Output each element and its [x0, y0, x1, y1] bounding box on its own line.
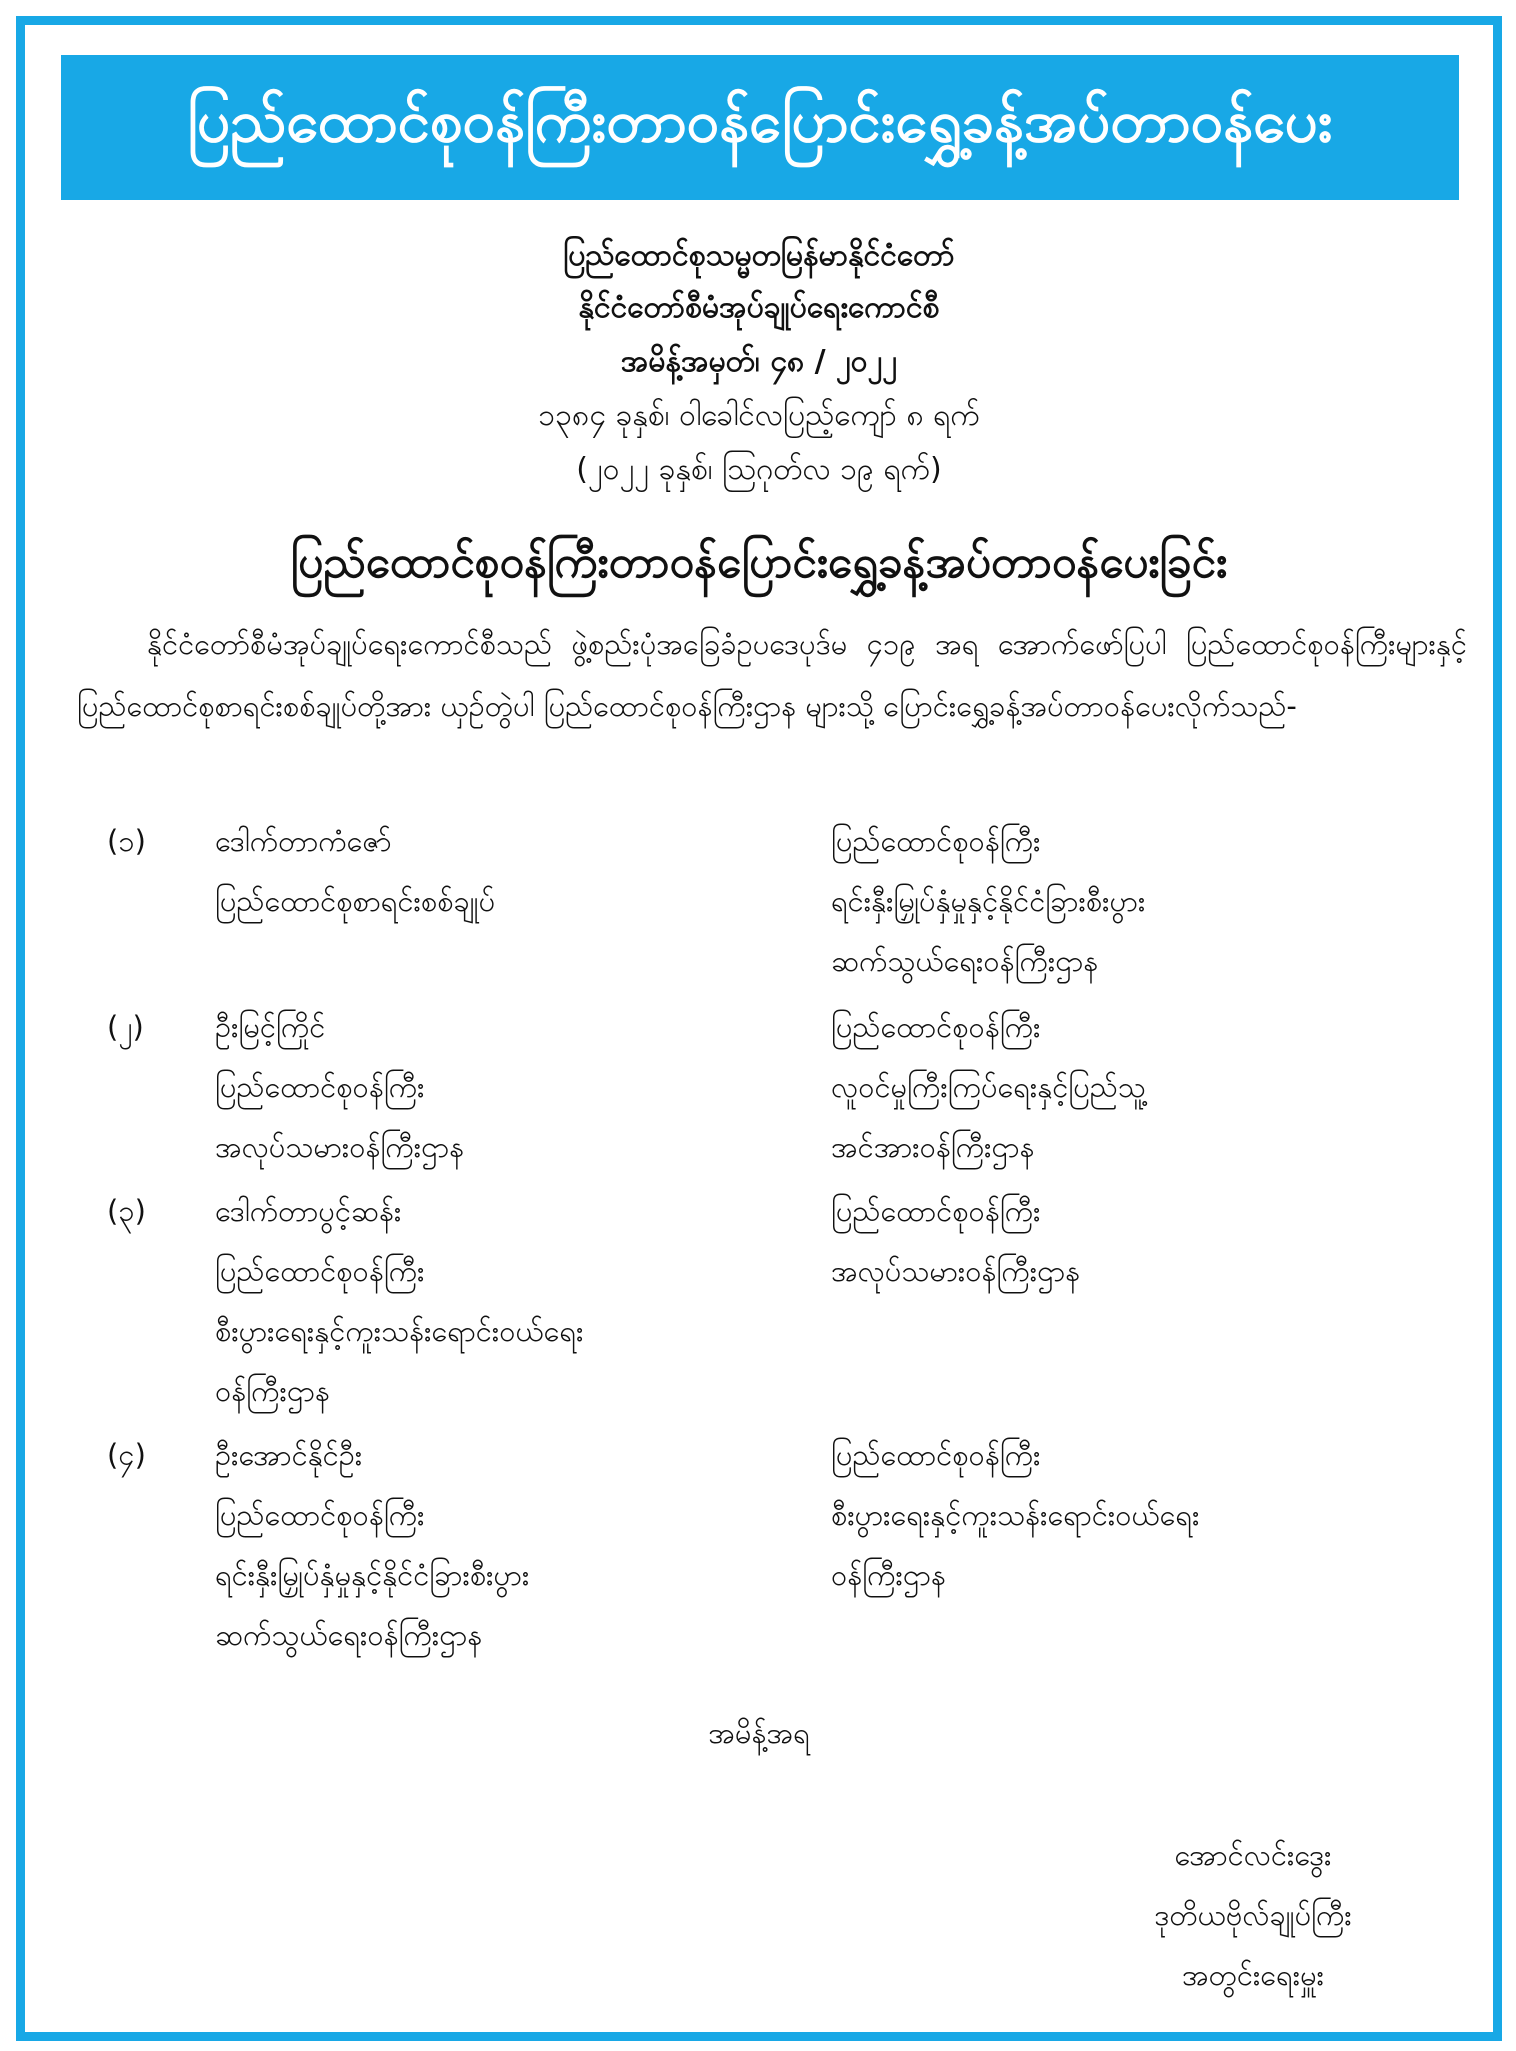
item-line: ဒေါက်တာကံဇော် [215, 824, 392, 858]
subject-heading: ပြည်ထောင်စုဝန်ကြီးတာဝန်ပြောင်းရွှေ့ခန့်အပ်တာဝန်ပေးခြင်း [290, 537, 1228, 588]
item-line: ဆက်သွယ်ရေးဝန်ကြီးဌာန [831, 944, 1099, 978]
item-current-position [215, 997, 775, 1177]
item-line: ပြည်ထောင်စုဝန်ကြီး [831, 1010, 1041, 1044]
signatory-name: အောင်လင်းဒွေး [1174, 1838, 1332, 1872]
item-new-position [831, 1181, 1451, 1301]
header-myanmar-date: ၁၃၈၄ ခုနှစ်၊ ဝါခေါင်လပြည့်ကျော် ၈ ရက် [538, 398, 980, 433]
header-gregorian-date: (၂၀၂၂ ခုနှစ်၊ ဩဂုတ်လ ၁၉ ရက်) [576, 452, 942, 487]
item-line: ရင်းနှီးမြှုပ်နှံမှုနှင့်နိုင်ငံခြားစီးပွား [831, 884, 1146, 918]
item-current-position [215, 1181, 775, 1421]
item-new-position [831, 997, 1451, 1177]
notice-frame [16, 16, 1502, 2041]
signatory-title: အတွင်းရေးမှူး [1182, 1958, 1324, 1992]
item-line: ပြည်ထောင်စုဝန်ကြီး [831, 1194, 1041, 1228]
item-line: စီးပွားရေးနှင့်ကူးသန်းရောင်းဝယ်ရေး [215, 1314, 584, 1348]
item-line: ဝန်ကြီးဌာန [215, 1374, 330, 1408]
item-line: ဦးမြင့်ကြိုင် [215, 1010, 326, 1044]
item-line: ပြည်ထောင်စုဝန်ကြီး [215, 1254, 425, 1288]
item-line: ပြည်ထောင်စုစာရင်းစစ်ချုပ် [215, 884, 496, 918]
item-line: ဦးအောင်နိုင်ဦး [215, 1438, 363, 1472]
header-country: ပြည်ထောင်စုသမ္မတမြန်မာနိုင်ငံတော် [563, 238, 955, 273]
item-number: (၄) [107, 1438, 146, 1472]
header-order-number: အမိန့်အမှတ်၊ ၄၈ / ၂၀၂၂ [620, 344, 898, 379]
signature-block [1073, 1825, 1433, 2005]
header-council: နိုင်ငံတော်စီမံအုပ်ချုပ်ရေးကောင်စီ [578, 290, 940, 325]
item-line: ရင်းနှီးမြှုပ်နှံမှုနှင့်နိုင်ငံခြားစီးပွား [215, 1558, 530, 1592]
item-number: (၂) [107, 1010, 144, 1044]
item-line: ဒေါက်တာပွင့်ဆန်း [215, 1194, 402, 1228]
item-line: ဝန်ကြီးဌာန [831, 1558, 946, 1592]
item-number: (၁) [107, 824, 146, 858]
item-line: ပြည်ထောင်စုဝန်ကြီး [831, 1438, 1041, 1472]
signatory-rank: ဒုတိယဗိုလ်ချုပ်ကြီး [1154, 1898, 1352, 1932]
banner-title: ပြည်ထောင်စုဝန်ကြီးတာဝန်ပြောင်းရွှေ့ခန့်အပ်တာဝန်ပေး [61, 55, 1459, 200]
body-paragraph: နိုင်ငံတော်စီမံအုပ်ချုပ်ရေးကောင်စီသည် ဖွဲ့စည်းပုံအခြေခံဥပဒေပုဒ်မ ၄၁၉ အရ အောက်ဖော်ပြပါ ပြည်ထောင်စုဝန်ကြီးများနှင့် ပြည်ထောင်စုစာရင်းစစ်ချုပ်တို့အား ယှဉ်တွဲပါ ပြည်ထောင်စုဝန်ကြီးဌာန များသို့ ပြောင်းရွှေ့ခန့်အပ်တာဝန်ပေးလိုက်သည်- [77, 627, 1467, 723]
item-line: အင်အားဝန်ကြီးဌာန [831, 1130, 1035, 1164]
item-line: အလုပ်သမားဝန်ကြီးဌာန [831, 1254, 1081, 1288]
item-line: ပြည်ထောင်စုဝန်ကြီး [831, 824, 1041, 858]
order-text: အမိန့်အရ [708, 1716, 810, 1750]
item-line: ပြည်ထောင်စုဝန်ကြီး [215, 1498, 425, 1532]
item-current-position [215, 1425, 775, 1665]
item-line: ဆက်သွယ်ရေးဝန်ကြီးဌာန [215, 1618, 483, 1652]
item-new-position [831, 811, 1451, 991]
item-new-position [831, 1425, 1451, 1605]
item-number: (၃) [107, 1194, 146, 1228]
item-line: အလုပ်သမားဝန်ကြီးဌာန [215, 1130, 465, 1164]
item-line: လူဝင်မှုကြီးကြပ်ရေးနှင့်ပြည်သူ့ [831, 1070, 1146, 1104]
item-current-position [215, 811, 775, 931]
item-line: စီးပွားရေးနှင့်ကူးသန်းရောင်းဝယ်ရေး [831, 1498, 1200, 1532]
item-line: ပြည်ထောင်စုဝန်ကြီး [215, 1070, 425, 1104]
